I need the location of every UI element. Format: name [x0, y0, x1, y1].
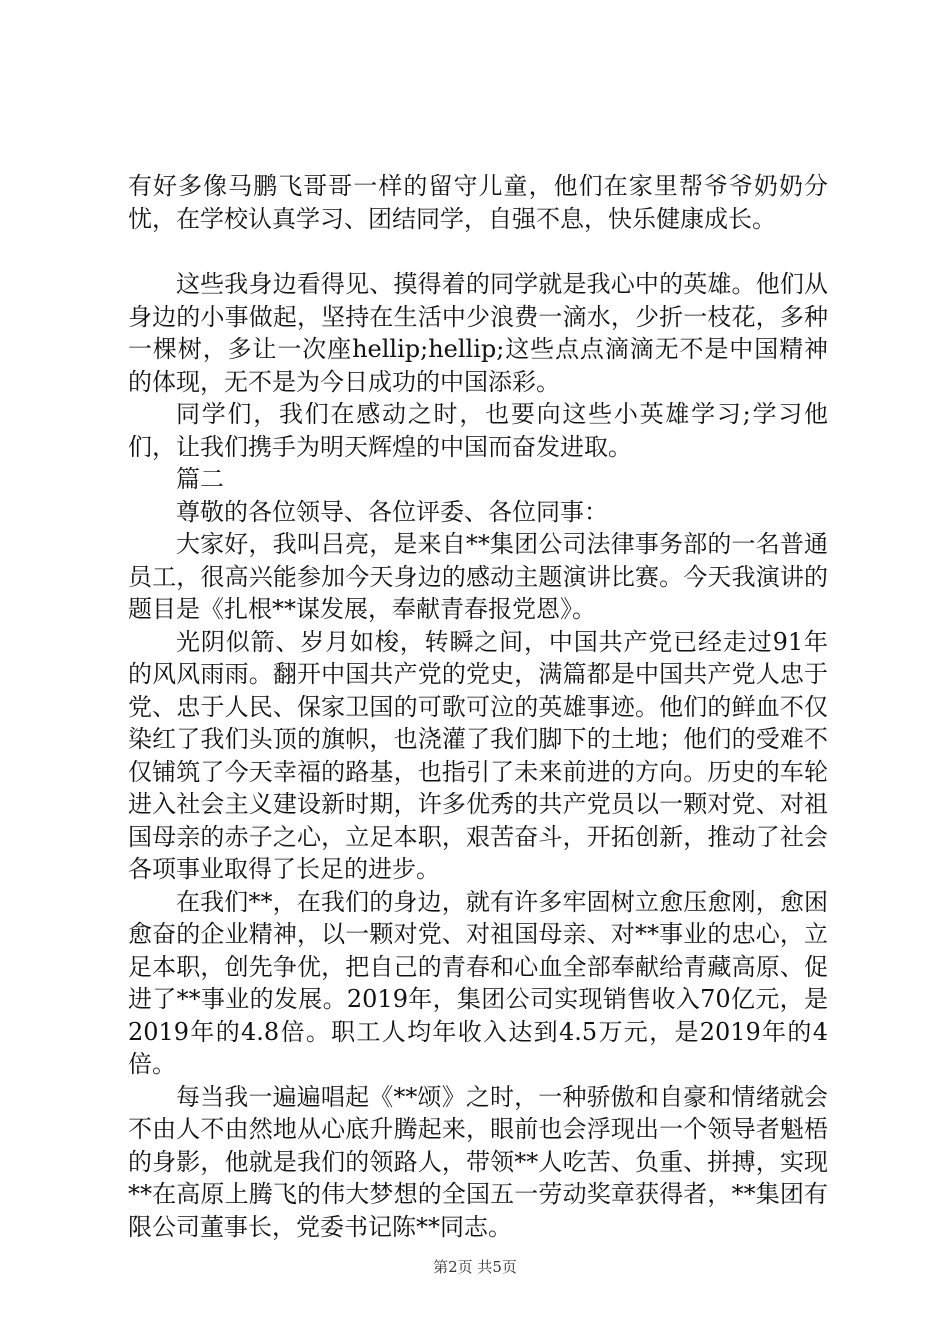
paragraph-1: 有好多像马鹏飞哥哥一样的留守儿童，他们在家里帮爷爷奶奶分忧，在学校认真学习、团结同学，自强不息，快乐健康成长。: [128, 172, 828, 233]
page-footer: 第2页 共5页: [433, 1258, 517, 1276]
section-heading: 篇二: [176, 465, 224, 493]
paragraph-8: 在我们**，在我们的身边，就有许多牢固树立愈压愈刚，愈困愈奋的企业精神，以一颗对党、对祖国母亲、对**事业的忠心，立足本职，创先争优，把自己的青春和心血全部奉献给青藏高原、促进了**事业的发展。2019年，集团公司实现销售收入70亿元，是2019年的4.8倍。职工人均年收入达到4.5万元，是2019年的4倍。: [128, 887, 828, 1078]
document-body: [128, 170, 828, 1243]
paragraph-6: 大家好，我叫吕亮，是来自**集团公司法律事务部的一名普通员工，很高兴能参加今天身边的感动主题演讲比赛。今天我演讲的题目是《扎根**谋发展，奉献青春报党恩》。: [128, 530, 828, 623]
salutation: 尊敬的各位领导、各位评委、各位同事：: [176, 497, 608, 526]
paragraph-9: 每当我一遍遍唱起《**颂》之时，一种骄傲和自豪和情绪就会不由人不由然地从心底升腾起来，眼前也会浮现出一个领导者魁梧的身影，他就是我们的领路人，带领**人吃苦、负重、拼搏，实现**在高原上腾飞的伟大梦想的全国五一劳动奖章获得者，**集团有限公司董事长，党委书记陈**同志。: [128, 1082, 828, 1241]
paragraph-2: 这些我身边看得见、摸得着的同学就是我心中的英雄。他们从身边的小事做起，坚持在生活中少浪费一滴水，少折一枝花，多种一棵树，多让一次座hellip;hellip;这些点点滴滴无不是中国精神的体现，无不是为今日成功的中国添彩。: [128, 270, 828, 396]
paragraph-7: 光阴似箭、岁月如梭，转瞬之间，中国共产党已经走过91年的风风雨雨。翻开中国共产党的党史，满篇都是中国共产党人忠于党、忠于人民、保家卫国的可歌可泣的英雄事迹。他们的鲜血不仅染红了我们头顶的旗帜，也浇灌了我们脚下的土地；他们的受难不仅铺筑了今天幸福的路基，也指引了未来前进的方向。历史的车轮进入社会主义建设新时期，许多优秀的共产党员以一颗对党、对祖国母亲的赤子之心，立足本职，艰苦奋斗，开拓创新，推动了社会各项事业取得了长足的进步。: [128, 627, 828, 883]
paragraph-3: 同学们，我们在感动之时，也要向这些小英雄学习;学习他们，让我们携手为明天辉煌的中国而奋发进取。: [128, 400, 828, 461]
